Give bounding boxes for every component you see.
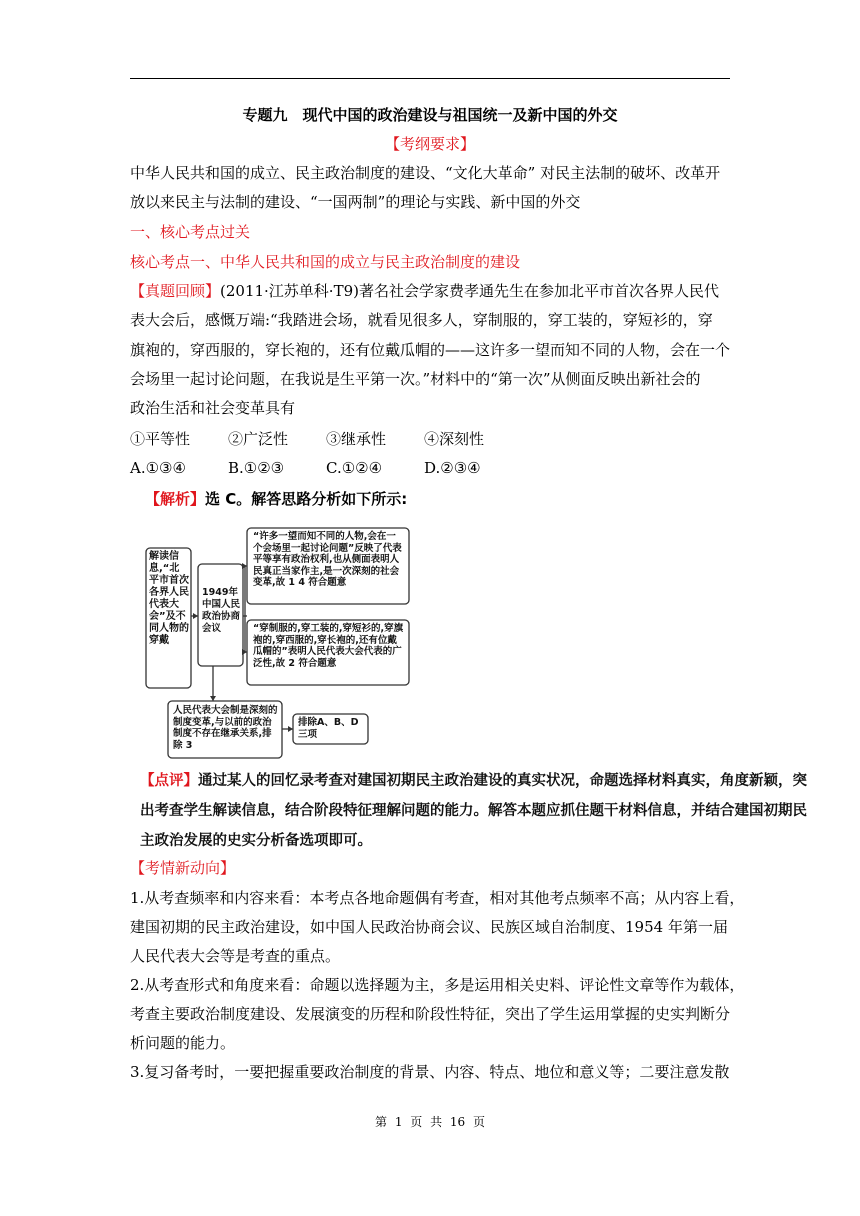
box-right-mid-text: “穿制服的,穿工装的,穿短衫的,穿旗袍的,穿西服的,穿长袍的,还有位戴瓜帽的”表明人民代表大会代表的广泛性,故 2 符合题意: [253, 623, 404, 669]
question-line-1: [130, 281, 730, 301]
box-result-text: 排除A、B、D三项: [298, 717, 359, 740]
comment-line-3: 主政治发展的史实分析备选项即可。: [140, 833, 372, 849]
page-title: 专题九 现代中国的政治建设与祖国统一及新中国的外交: [242, 106, 618, 124]
syllabus-line-1: 中华人民共和国的成立、民主政治制度的建设、“文化大革命” 对民主法制的破坏、改革开: [130, 164, 721, 182]
comment-tag: 【点评】: [140, 773, 198, 789]
analysis-text: 选 C。解答思路分析如下所示:: [205, 490, 408, 508]
analysis-tag: 【解析】: [145, 490, 206, 508]
trend-line-4: 2.从考查形式和角度来看：命题以选择题为主，多是运用相关史料、评论性文章等作为载体，: [130, 976, 745, 994]
box-top-text: “许多一望而知不同的人物,会在一个会场里一起讨论问题”反映了代表平等享有政治权利,也从侧面表明人民真正当家作主,是一次深刻的社会变革,故 1 4 符合题意: [253, 531, 402, 588]
analysis-figure: [135, 488, 855, 773]
topic-heading: 核心考点一、中华人民共和国的成立与民主政治制度的建设: [130, 253, 521, 271]
syllabus-line-2: 放以来民主与法制的建设、“一国两制”的理论与实践、新中国的外交: [130, 193, 581, 211]
header-rule: [130, 78, 730, 79]
comment-text: 通过某人的回忆录考查对建国初期民主政治建设的真实状况，命题选择材料真实，角度新颖，突: [198, 773, 807, 789]
option-b: B.①②③: [228, 459, 285, 477]
question-tag: 【真题回顾】: [130, 282, 221, 300]
trend-line-5: 考查主要政治制度建设、发展演变的历程和阶段性特征，突出了学生运用掌握的史实判断分: [130, 1005, 731, 1023]
trend-line-2: 建国初期的民主政治建设，如中国人民政治协商会议、民族区域自治制度、1954 年第一届: [130, 918, 728, 936]
option-a: A.①③④: [130, 459, 186, 477]
comment-line-2: 出考查学生解读信息，结合阶段特征理解问题的能力。解答本题应抓住题干材料信息，并结合建国初期民: [140, 803, 807, 819]
box-bottom-text: 人民代表大会制是深刻的制度变革,与以前的政治制度不存在继承关系,排除 3: [173, 705, 278, 751]
trend-line-6: 析问题的能力。: [130, 1034, 236, 1052]
comment-line-1: [140, 770, 840, 792]
trend-line-3: 人民代表大会等是考查的重点。: [130, 947, 341, 965]
option-c: C.①②④: [326, 459, 383, 477]
question-line-2: 表大会后，感慨万端:“我踏进会场，就看见很多人，穿制服的，穿工装的，穿短衫的，穿: [130, 311, 713, 329]
trend-line-7: 3.复习备考时，一要把握重要政治制度的背景、内容、特点、地位和意义等；二要注意发散: [130, 1063, 730, 1081]
trend-line-1: 1.从考查频率和内容来看：本考点各地命题偶有考查，相对其他考点频率不高；从内容上看，: [130, 889, 745, 907]
page-footer: 第 1 页 共 16 页: [375, 1115, 485, 1129]
item-2: ②广泛性: [228, 430, 289, 448]
option-d: D.②③④: [424, 459, 481, 477]
question-line-3: 旗袍的，穿西服的，穿长袍的，还有位戴瓜帽的——这许多一望而知不同的人物，会在一个: [130, 341, 731, 359]
question-line-4: 会场里一起讨论问题，在我说是生平第一次。”材料中的“第一次”从侧面反映出新社会的: [130, 370, 701, 388]
trend-heading: 【考情新动向】: [130, 859, 236, 877]
syllabus-heading: 【考纲要求】: [384, 135, 475, 153]
item-1: ①平等性: [130, 430, 191, 448]
question-line-5: 政治生活和社会变革具有: [130, 399, 296, 417]
question-items: [130, 429, 730, 449]
item-3: ③继承性: [326, 430, 387, 448]
section-heading: 一、核心考点过关: [130, 223, 251, 241]
box-mid-text: 1949年中国人民政治协商会议: [202, 587, 241, 634]
item-4: ④深刻性: [424, 430, 485, 448]
question-text: (2011·江苏单科·T9)著名社会学家费孝通先生在参加北平市首次各界人民代: [220, 282, 719, 300]
answer-options: [130, 458, 730, 478]
box-left-text: 解读信息,“北平市首次各界人民代表大会”及不同人物的穿戴: [149, 551, 189, 646]
